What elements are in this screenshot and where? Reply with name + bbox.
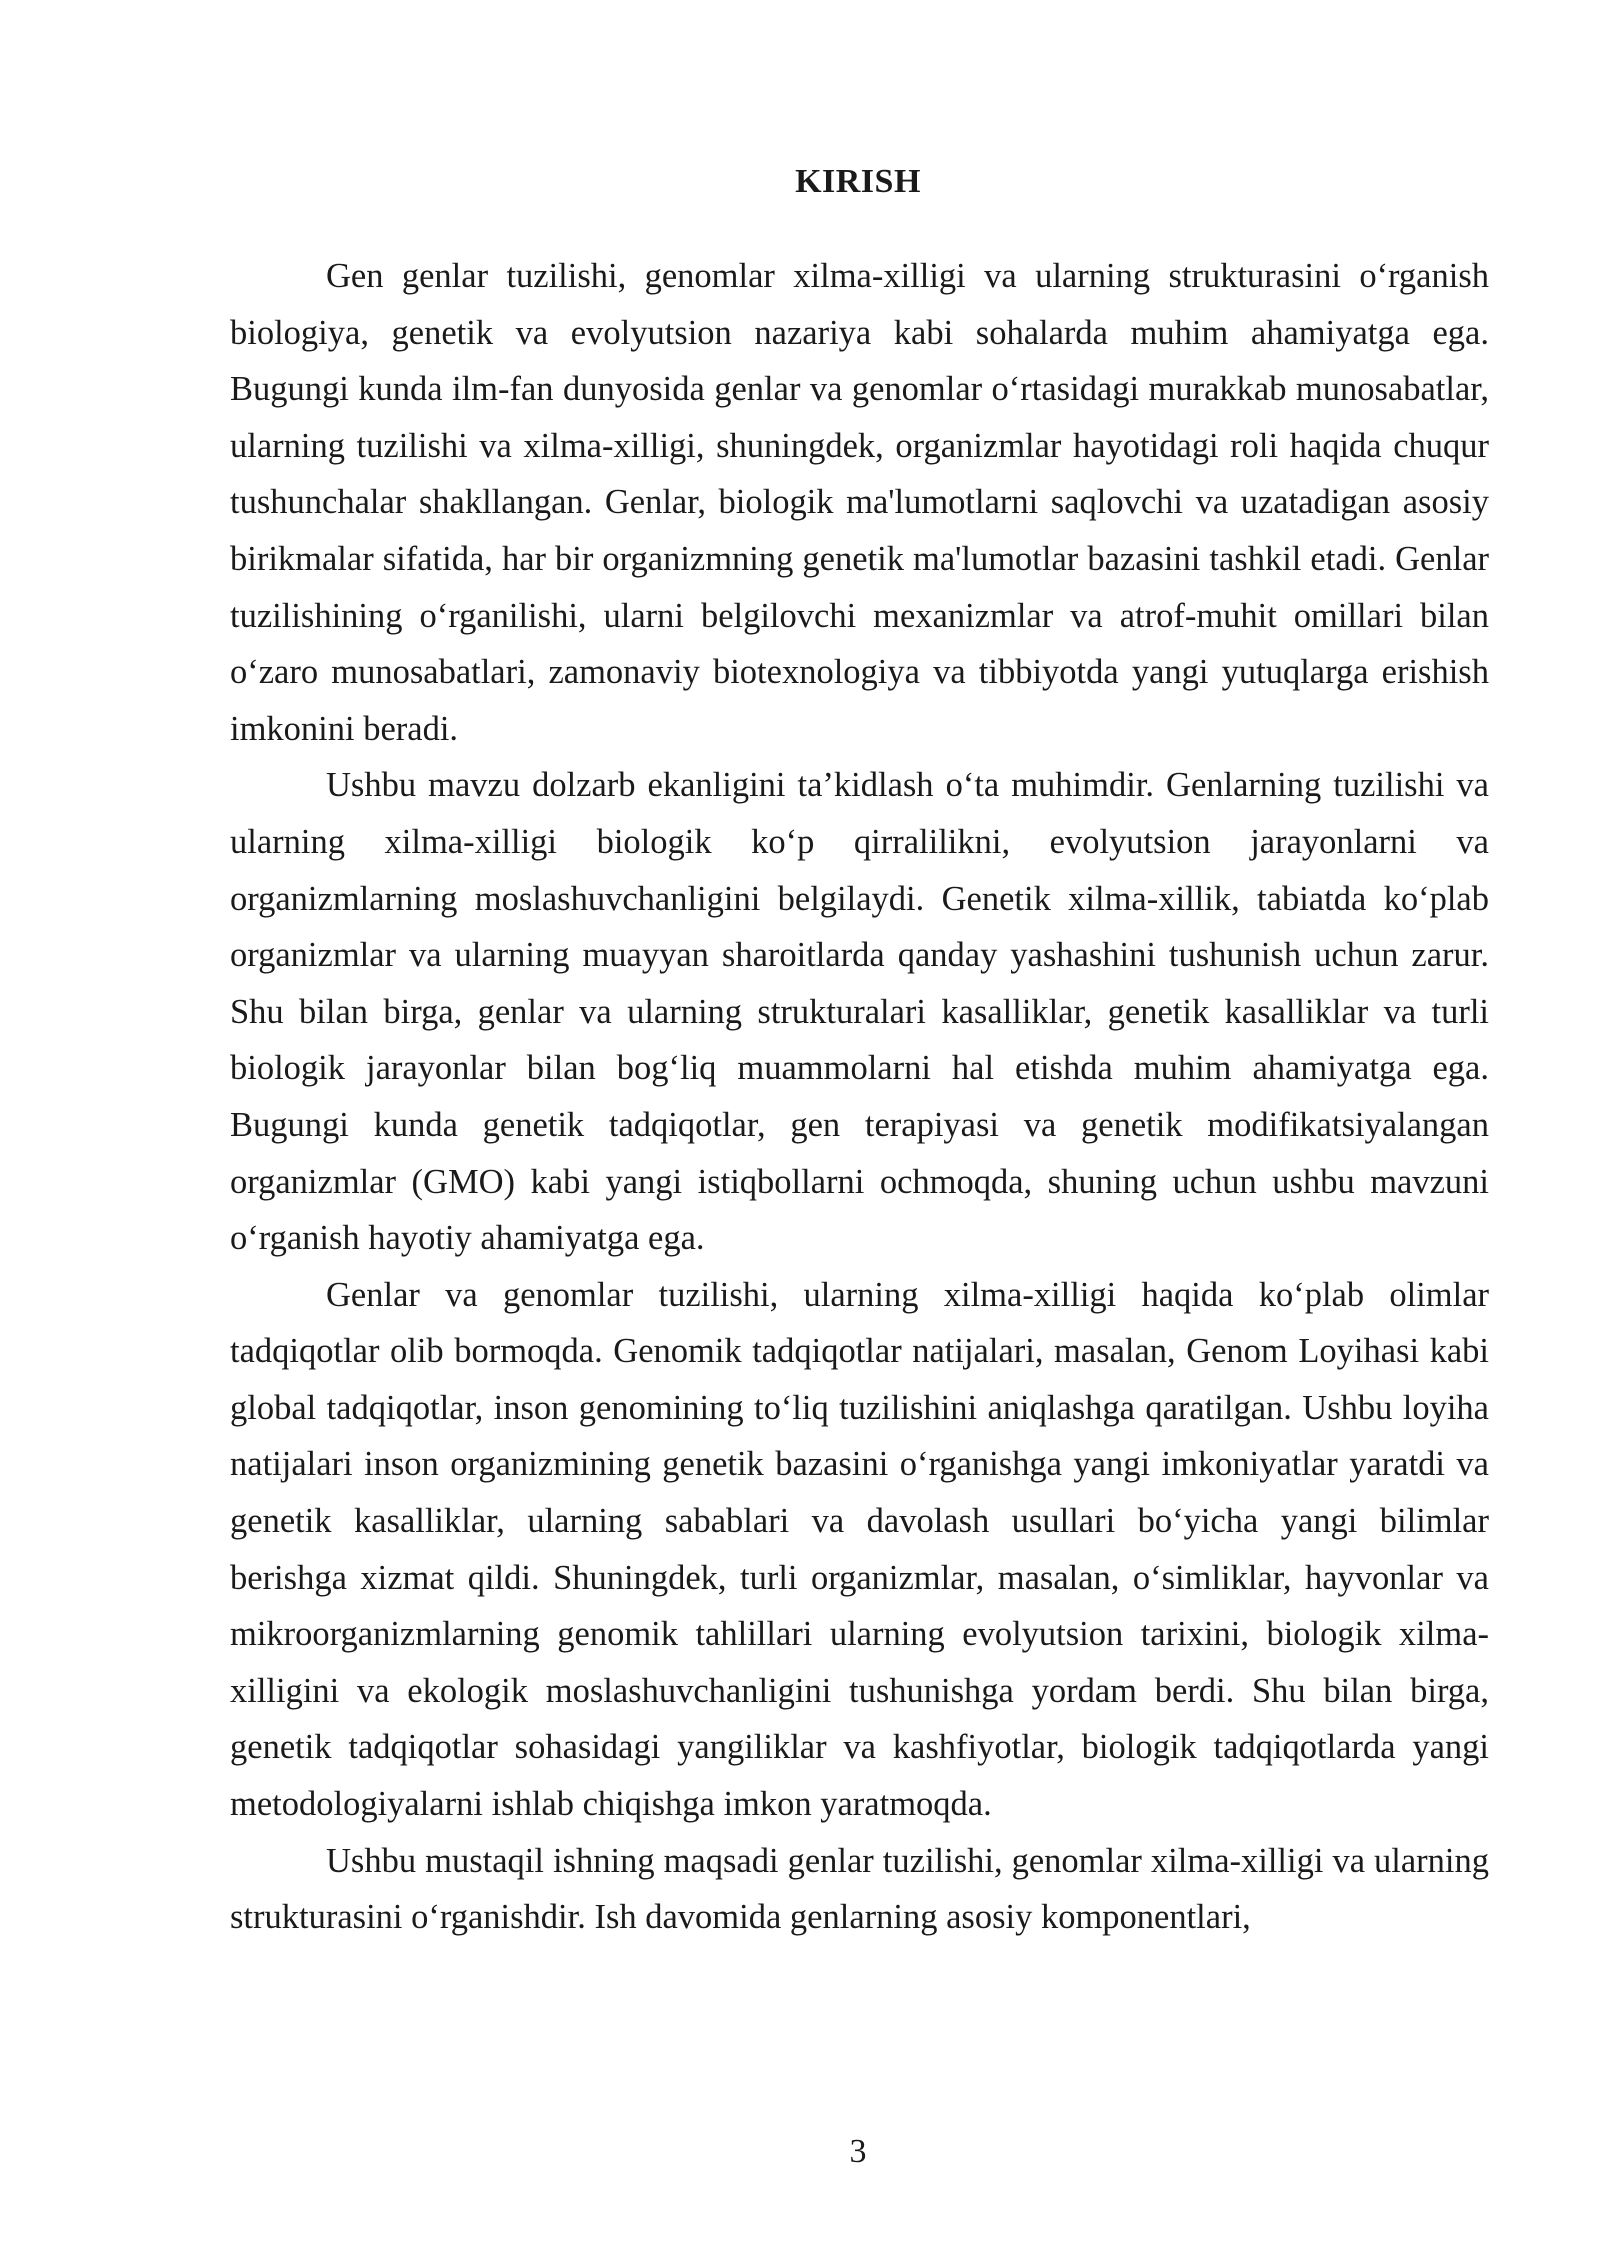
paragraph: Ushbu mustaqil ishning maqsadi genlar tuzilishi, genomlar xilma-xilligi va ularning strukturasini o‘rganishdir. Ish davomida genlarning asosiy komponentlari,: [230, 1841, 1489, 1937]
body-text: [230, 248, 1489, 1946]
page-title: KIRISH: [795, 163, 921, 200]
page-number: 3: [849, 2133, 867, 2170]
paragraph: Ushbu mavzu dolzarb ekanligini ta’kidlash o‘ta muhimdir. Genlarning tuzilishi va ularning xilma-xilligi biologik ko‘p qirralilikni, evolyutsion jarayonlarni va organizmlarning moslashuvchanligini belgilaydi. Genetik xilma-xillik, tabiatda ko‘plab organizmlar va ularning muayyan sharoitlarda qanday yashashini tushunish uchun zarur. Shu bilan birga, genlar va ularning strukturalari kasalliklar, genetik kasalliklar va turli biologik jarayonlar bilan bog‘liq muammolarni hal etishda muhim ahamiyatga ega. Bugungi kunda genetik tadqiqotlar, gen terapiyasi va genetik modifikatsiyalangan organizmlar (GMO) kabi yangi istiqbollarni ochmoqda, shuning uchun ushbu mavzuni o‘rganish hayotiy ahamiyatga ega.: [230, 766, 1489, 1258]
paragraph: Gen genlar tuzilishi, genomlar xilma-xilligi va ularning strukturasini o‘rganish biologiya, genetik va evolyutsion nazariya kabi sohalarda muhim ahamiyatga ega. Bugungi kunda ilm-fan dunyosida genlar va genomlar o‘rtasidagi murakkab munosabatlar, ularning tuzilishi va xilma-xilligi, shuningdek, organizmlar hayotidagi roli haqida chuqur tushunchalar shakllangan. Genlar, biologik ma'lumotlarni saqlovchi va uzatadigan asosiy birikmalar sifatida, har bir organizmning genetik ma'lumotlar bazasini tashkil etadi. Genlar tuzilishining o‘rganilishi, ularni belgilovchi mexanizmlar va atrof-muhit omillari bilan o‘zaro munosabatlari, zamonaviy biotexnologiya va tibbiyotda yangi yutuqlarga erishish imkonini beradi.: [230, 257, 1489, 748]
paragraph: Genlar va genomlar tuzilishi, ularning xilma-xilligi haqida ko‘plab olimlar tadqiqotlar olib bormoqda. Genomik tadqiqotlar natijalari, masalan, Genom Loyihasi kabi global tadqiqotlar, inson genomining to‘liq tuzilishini aniqlashga qaratilgan. Ushbu loyiha natijalari inson organizmining genetik bazasini o‘rganishga yangi imkoniyatlar yaratdi va genetik kasalliklar, ularning sabablari va davolash usullari bo‘yicha yangi bilimlar berishga xizmat qildi. Shuningdek, turli organizmlar, masalan, o‘simliklar, hayvonlar va mikroorganizmlarning genomik tahlillari ularning evolyutsion tarixini, biologik xilma-xilligini va ekologik moslashuvchanligini tushunishga yordam berdi. Shu bilan birga, genetik tadqiqotlar sohasidagi yangiliklar va kashfiyotlar, biologik tadqiqotlarda yangi metodologiyalarni ishlab chiqishga imkon yaratmoqda.: [230, 1275, 1489, 1824]
